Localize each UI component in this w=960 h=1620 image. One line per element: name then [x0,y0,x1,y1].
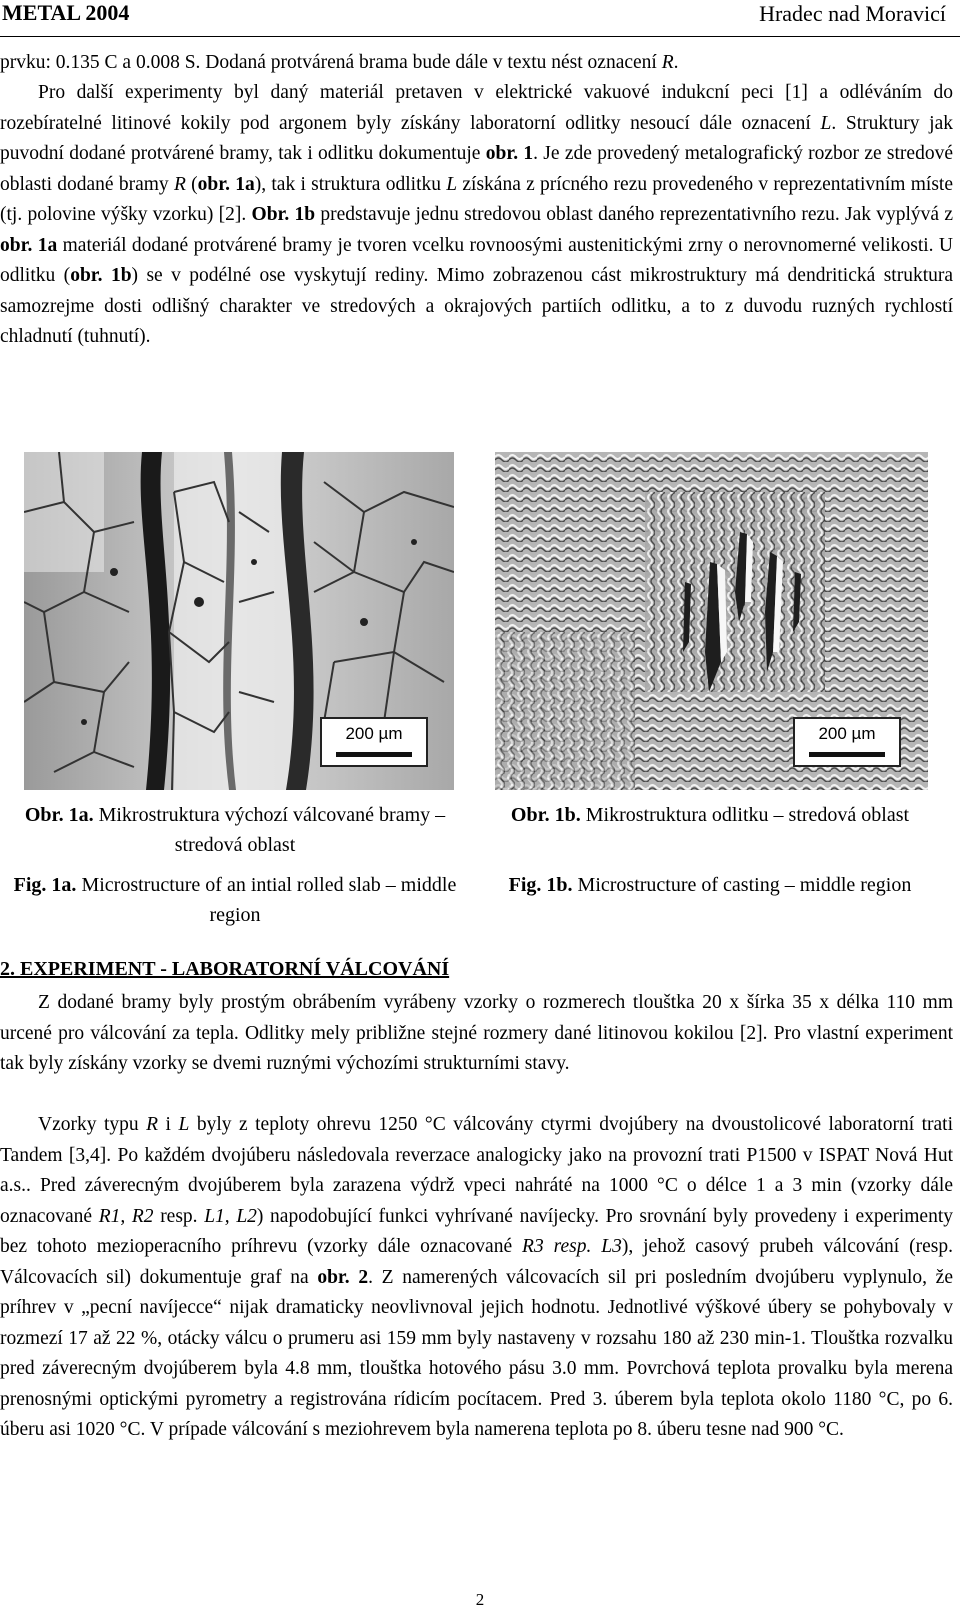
micrograph-1b [495,452,928,790]
section-paragraph-1: Z dodané bramy byly prostým obrábením vyrábeny vzorky o rozmerech tlouštka 20 x šírka 35 x délka 110 mm urcené pro válcování za tepla. Odlitky mely približne stejné rozmery dané litinovou kokilou [2]. Pro vlastní experiment tak byly získány vzorky se dvemi ruznými výchozími strukturními stavy. [0,992,953,1074]
header-rule [0,36,960,37]
caption-1b-en: Fig. 1b. Microstructure of casting – middle region [508,874,912,896]
scale-bar-1a: 200 µm [320,717,428,767]
caption-1a-cz: Obr. 1a. Mikrostruktura výchozí válcované bramy – stredová oblast [24,804,446,856]
header-location: Hradec nad Moravicí [759,1,946,26]
ref-obr1: obr. 1 [485,143,534,164]
intro-paragraph: Pro další experimenty byl daný materiál pretaven v elektrické vakuové indukcní peci [1] a odléváním do rozebíratelné litinové kokily pod argonem byly získány laboratorní odlitky nesoucí dále oznacení L. Struktury jak puvodní dodané protvárené bramy, tak i odlitku dokumentuje obr. 1. Je zde provedený metalografický rozbor ze stredové oblasti dodané bramy R (obr. 1a), tak i struktura odlitku L získána z prícného rezu provedeného v reprezentativním míste (tj. polovine výšky vzorku) [2]. Obr. 1b predstavuje jednu stredovou oblast daného reprezentativního rezu. Jak vyplývá z obr. 1a materiál dodané protvárené bramy je tvoren vcelku rovnoosými austenitickými zrny o nerovnomerné velikosti. U odlitku (obr. 1b) se v podélné ose vyskytují rediny. Mimo zobrazenou cást mikrostruktury má dendritická struktura samozrejme dosti odlišný charakter ve stredových a okrajových partiích odlitku, a to z duvodu ruzných rychlostí chladnutí (tuhnutí). [0,82,954,347]
scale-bar-1b: 200 µm [793,717,901,767]
caption-1a-en: Fig. 1a. Microstructure of an intial rolled slab – middle region [13,874,457,926]
intro-line: prvku: 0.135 C a 0.008 S. Dodaná protvárená brama bude dále v textu nést oznacení R. [0,52,679,73]
caption-1b-cz: Obr. 1b. Mikrostruktura odlitku – stredová oblast [510,804,910,826]
section-heading: 2. EXPERIMENT - LABORATORNÍ VÁLCOVÁNÍ [0,958,450,980]
page-header [0,0,960,40]
section-paragraph-2: Vzorky typu R i L byly z teploty ohrevu 1250 °C válcovány ctyrmi dvojúbery na dvoustolicové laboratorní trati Tandem [3,4]. Po každém dvojúberu následovala reverzace analogicky jako na provozní trati P1500 v ISPAT Nová Hut a.s.. Pred záverecným dvojúberem byla zarazena výdrž vpeci nahráté na 1000 °C o délce 1 a 3 min (vzorky dále oznacované R1, R2 resp. L1, L2) napodobující funkci vyhrívané navíjecky. Pro srovnání byly provedeny i experimenty bez tohoto mezioperacního príhrevu (vzorky dále oznacované R3 resp. L3), jehož casový prubeh válcování (resp. Válcovacích sil) dokumentuje graf na obr. 2. Z namerených válcovacích sil pri posledním dvojúberu vyplynulo, že príhrev v „pecní navíjecce“ nijak dramaticky neovlivnoval jejich hodnotu. Jednotlivé výškové úbery se pohybovaly v rozmezí 17 až 22 %, otácky válcu o prumeru asi 159 mm byly nastaveny v rozsahu 180 až 230 min-1. Tlouštka rozvalku pred záverecným dvojúberem byla 4.8 mm, tlouštka hotového pásu 3.0 mm. Povrchová teplota provalku byla merena prenosnými optickými pyrometry a registrována rídicím pocítacem. Pred 3. úberem byla teplota okolo 1180 °C, po 6. úberu asi 1020 °C. V prípade válcování s meziohrevem byla namerena teplota po 8. úberu tesne nad 900 °C. [0,1114,954,1440]
header-conference: METAL 2004 [2,0,130,25]
page-number: 2 [475,1590,485,1609]
micrograph-1a [24,452,454,790]
